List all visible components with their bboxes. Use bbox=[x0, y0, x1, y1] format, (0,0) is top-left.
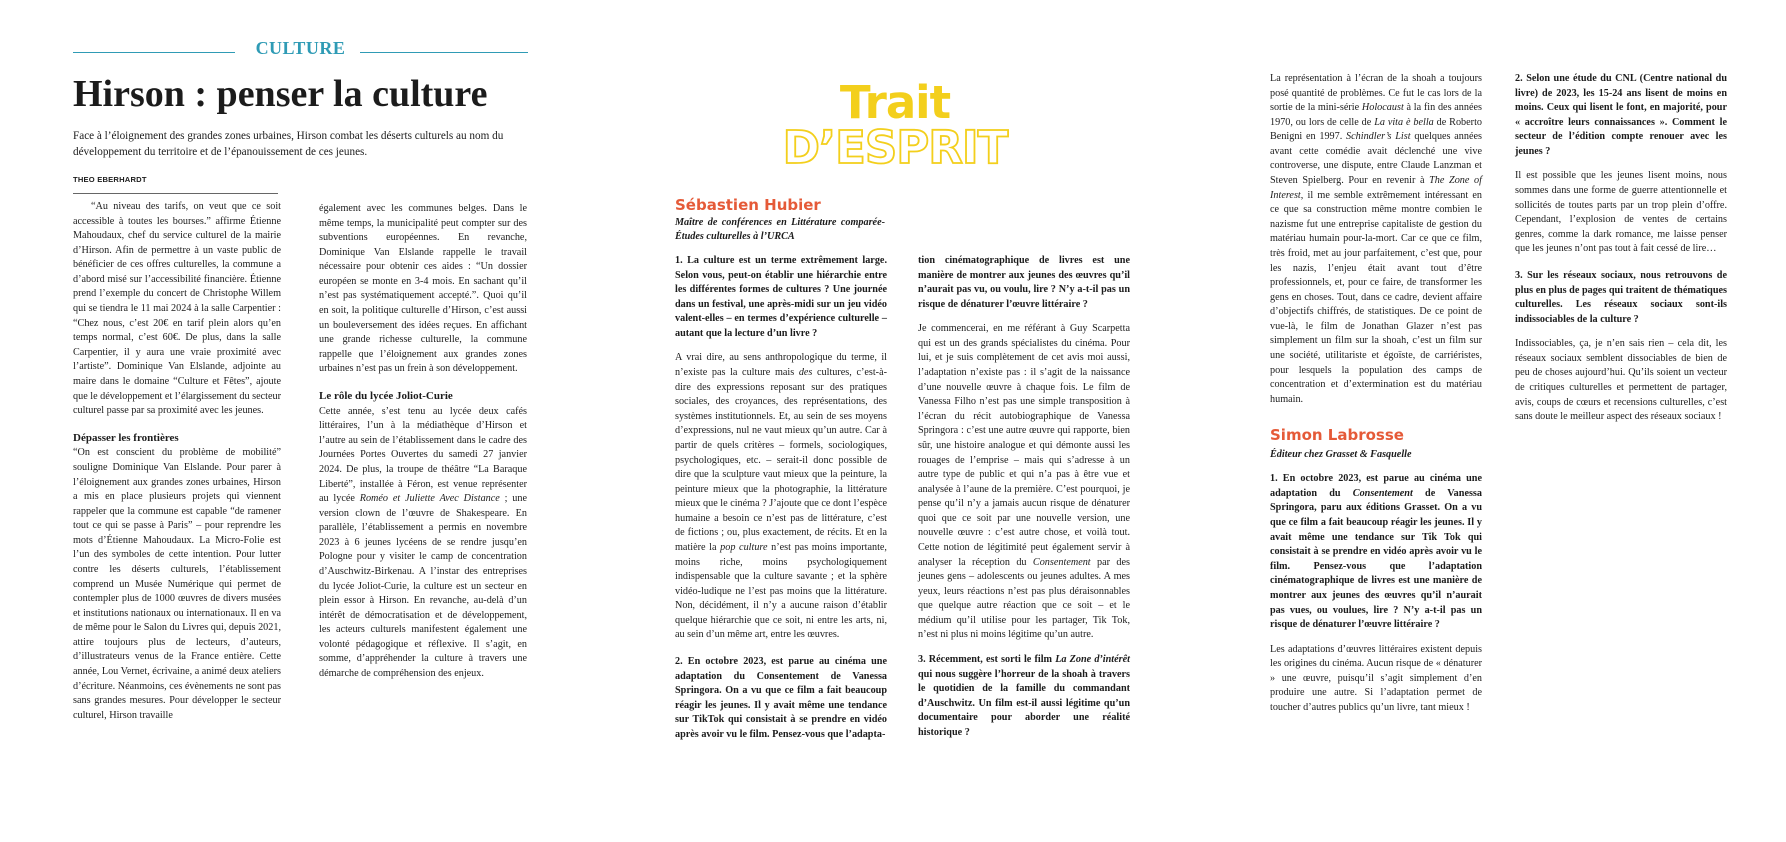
interviewee-role: Maître de conférences en Littérature comparée-Études culturelles à l’URCA bbox=[675, 217, 885, 242]
question-continued: tion cinématographique de livres est une manière de montrer aux jeunes des œuvres qu’il n’aurait pas vu, ou voulu, lire ? N’y a-t-il pas un risque de dénaturer l’œuvre littéraire ? bbox=[918, 255, 1130, 310]
rubric-rule-right bbox=[360, 52, 528, 53]
logo-line-2: D’ESPRIT bbox=[782, 121, 1008, 174]
paragraph: Cette année, s’est tenu au lycée deux cafés littéraires, l’un à la médiathèque d’Hirson et l’autre au sein de l’établissement dans le cadre des Journées Portes Ouvertes du samedi 27 janvier 2024. De plus, la troupe de théâtre “La Baraque Liberté”, installée à Féron, est venue représenter au lycée Roméo et Juliette Avec Distance ; une version clown de l’œuvre de Shakespeare. En parallèle, l’établissement a permis en novembre 2023 à 6 jeunes lycéens de se rendre jusqu’en Pologne pour y visiter le camp de concentration d’Auschwitz-Birkenau. A l’instar des entreprises du lycée Joliot-Curie, la culture est un secteur en plein essor à Hirson. En revanche, au-delà d’un intérêt de démocratisation et de développement, les acteurs culturels manifestent également une volonté pédagogique et réflexive. Il s’agit, en somme, d’appréhender la culture à travers une démarche de compréhension des enjeux. bbox=[319, 405, 527, 680]
section-heading: Dépasser les frontières bbox=[73, 431, 179, 444]
answer: La représentation à l’écran de la shoah a toujours posé quantité de problèmes. Ce fut le cas lors de la sortie de la mini-série Holocaust à la fin des années 1970, ou lors de celle de La vita è bella de Roberto Benigni en 1997. Schindler’s List quelques années avant cette comédie avait déclenché une vive controverse, une dispute, entre Claude Lanzman et Steven Spielberg. Pour en revenir à The Zone of Interest, il me semble extrêmement intéressant en ce que sa construction même montre combien le nazisme fut une entreprise capitaliste de gestion du matériau humain pour-la-mort. Car ce que ce film, très froid, met au jour parfaitement, c’est que, pour les nazis, l’enjeu était avant tout d’être professionnels, et, pour ce faire, de transformer les gens en choses. Tout, dans ce cadre, devient affaire d’objectifs chiffrés, de statistiques. De ce point de vue-là, le film de Jonathan Glazer n’est pas simplement un film sur la shoah, c’est un film sur une société, utilitariste et égoïste, de carriéristes, pour lesquels la population des camps de concentration et d’extermination est du matériau humain. bbox=[1270, 73, 1482, 405]
article-column-2 bbox=[319, 202, 527, 682]
answer: A vrai dire, au sens anthropologique du terme, il n’existe pas la culture mais des cultures, c’est-à-dire des expressions reposant sur des pratiques sociales, des croyances, des représentations, des systèmes institutionnels. Et, au sein de ses moyens d’expressions, nul ne vaut mieux qu’un autre. Car à partir de quels critères – formels, sociologiques, psychologiques, etc. – serait-il donc possible de dire que la sculpture vaut mieux que la peinture, la peinture mieux que la photographie, la littérature mieux que le cinéma ? J’ajoute que ce dont l’espèce humaine a besoin ce n’est pas de littérature, c’est de fictions ; ou, plus exactement, de récits. Et en la matière la pop culture n’est pas moins importante, moins riche, moins psychologiquement indispensable que la culture savante ; et la sphère vidéo-ludique ne l’est pas moins que la littérature. Non, décidément, il n’y a aucune raison d’établir quelque hiérarchie que ce soit, ni entre les arts, ni, au sein d’un même art, entre les œuvres. bbox=[675, 352, 887, 641]
rubric-header bbox=[73, 38, 528, 62]
interviewee-name: Simon Labrosse bbox=[1270, 426, 1404, 445]
interview-column-3 bbox=[1270, 72, 1482, 716]
interview-column-4 bbox=[1515, 72, 1727, 425]
answer: Je commencerai, en me référant à Guy Scarpetta qui est un des grands spécialistes du cinéma. Pour lui, et je suis complètement de cet avis moi aussi, l’adaptation n’existe pas : il s’agit de la naissance d’une nouvelle œuvre à chaque fois. Le film de Vanessa Filho n’est pas une simple transposition à l’écran du récit autobiographique de Vanessa Springora : c’est une autre œuvre qui rapporte, bien sûr, une histoire analogue et qui démonte aussi les rouages de l’emprise – mais qui s’adresse à un autre type de public et qui n’a pas à être vue et analysée à l’aune de la première. C’est pourquoi, je pense qu’il n’y a jamais aucun risque de dénaturer quoi que ce soit par une nouvelle version, une nouvelle œuvre : c’est autre chose, et voilà tout. Cette notion de légitimité peut également servir à analyser la réception du Consentement par des jeunes gens – adolescents ou jeunes adultes. A mes yeux, leurs réactions n’est pas plus déraisonnables que quelque autre réaction que ce soit – et le médium qu’il utilise pour les partager, Tik Tok, n’est ni plus ni moins légitime qu’un autre. bbox=[918, 323, 1130, 641]
interview-page-right bbox=[1190, 0, 1786, 842]
logo-line-1: Trait bbox=[839, 76, 951, 129]
answer: Il est possible que les jeunes lisent moins, nous sommes dans une forme de guerre attentionnelle et sollicités de toutes parts par un trop plein d’offre. Cependant, l’explosion de ventes de certains genres, comme la dark romance, me laisse penser que les jeunes n’ont pas tout à fait cessé de lire… bbox=[1515, 170, 1727, 255]
question: 2. En octobre 2023, est parue au cinéma une adaptation du Consentement de Vanessa Springora. On a vu que ce film a fait beaucoup réagir les jeunes. Il y avait même une tendance sur TikTok qui consistait à se prendre en vidéo après avoir vu le film. Pensez-vous que l’adapta- bbox=[675, 656, 887, 740]
answer: Indissociables, ça, je n’en sais rien – cela dit, les réseaux sociaux semblent dissociables de bien de peu de choses aujourd’hui. Qu’ils soient un vecteur de critiques culturelles et permettent de partager, avis, coups de cœurs et recensions culturelles, c’est sans doute le meilleur aspect des réseaux sociaux ! bbox=[1515, 338, 1727, 423]
paragraph: “On est conscient du problème de mobilité” souligne Dominique Van Elslande. Pour parer à l’éloignement aux grandes zones urbaines, Hirson a mis en place plusieurs projets qui viennent rappeler que la commune est capable “de ramener tout ce qui se passe à Paris” – pour reprendre les mots d’Étienne Mahoudaux. La Micro-Folie est l’un des symboles de cette intention. Pour lutter contre les déserts culturels, l’établissement comprend un Musée Numérique qui permet de contempler plus de 1000 œuvres de divers musées et institutions nationaux ou internationaux. Il en va de même pour le Salon du Livres qui, depuis 2021, attire toujours plus de lecteurs, d’auteurs, d’illustrateurs venus de la France entière. Cette année, Lou Vernet, écrivaine, a animé deux ateliers d’écriture. Néanmoins, ces évènements ne sont pas sans grandes mesures. Pour développer le secteur culturel, Hirson travaille bbox=[73, 447, 281, 721]
article-page-left bbox=[0, 0, 595, 842]
section-heading: Le rôle du lycée Joliot-Curie bbox=[319, 389, 453, 402]
byline-divider bbox=[73, 193, 278, 194]
answer: Les adaptations d’œuvres littéraires existent depuis les origines du cinéma. Aucun risque de « dénaturer » une œuvre, puisqu’il s’agit simplement d’en produire une autre. Si l’adaptation permet de toucher d’autres publics qu’un livre, tant mieux ! bbox=[1270, 643, 1482, 713]
trait-d-esprit-logo bbox=[755, 76, 1035, 174]
question: 1. La culture est un terme extrêmement large. Selon vous, peut-on établir une hiérarchie entre les différentes formes de cultures ? Une journée dans un festival, une après-midi sur un jeu vidéo valent-elles – en termes d’expérience culturelle – autant que la lecture d’un livre ? bbox=[675, 255, 887, 339]
rubric-label: CULTURE bbox=[255, 38, 346, 58]
article-standfirst: Face à l’éloignement des grandes zones urbaines, Hirson combat les déserts culturels au nom du développement du territoire et de l’épanouissement de ces jeunes. bbox=[73, 130, 504, 159]
article-byline: THEO EBERHARDT bbox=[73, 175, 147, 184]
question: 3. Récemment, est sorti le film La Zone d’intérêt qui nous suggère l’horreur de la shoah à travers le quotidien de la famille du commandant d’Auschwitz. Un film est-il aussi légitime qu’un documentaire pour aborder une réalité historique ? bbox=[918, 654, 1130, 738]
interviewee-name: Sébastien Hubier bbox=[675, 196, 821, 214]
question: 2. Selon une étude du CNL (Centre national du livre) de 2023, les 15-24 ans lisent de moins en moins. Ceux qui lisent le font, en majorité, pour « accroître leurs connaissances ». Comment le secteur de l’édition compte renouer avec les jeunes ? bbox=[1515, 73, 1727, 157]
question: 3. Sur les réseaux sociaux, nous retrouvons de plus en plus de pages qui traitent de thématiques culturelles. Les réseaux sociaux sont-ils indissociables de la culture ? bbox=[1515, 269, 1727, 325]
question: 1. En octobre 2023, est parue au cinéma une adaptation du Consentement de Vanessa Springora, paru aux éditions Grasset. On a vu que ce film a fait beaucoup réagir les jeunes. Il y avait même une tendance sur Tik Tok qui consistait à se prendre en vidéo après avoir vu le film. Pensez-vous que l’adaptation cinématographique de livres est une manière de montrer aux jeunes des œuvres qu’il n’aurait pas vues, ou voulues, lire ? N’y a-t-il pas un risque de dénaturer l’œuvre littéraire ? bbox=[1270, 473, 1482, 631]
paragraph: “Au niveau des tarifs, on veut que ce soit accessible à toutes les bourses.” affirme Étienne Mahoudaux, chef du service culturel de la mairie d’Hirson. Afin de permettre à un vaste public de bénéficier de ces offres culturelles, la commune a d’abord misé sur l’accessibilité financière. Étienne prend l’exemple du concert de Christophe Willem qui se tiendra le 11 mai 2024 à la salle Carpentier : “Chez nous, c’est 20€ en tarif plein alors qu’en temps normal, c’est 60€. De plus, dans la salle Carpentier, il y aura une vraie proximité avec l’artiste”. Dominique Van Elslande, adjointe au maire dans le domaine “Culture et Fêtes”, ajoute que le développement et l’élargissement du secteur culturel passe par sa proximité avec les jeunes. bbox=[73, 201, 282, 417]
interviewee-role: Éditeur chez Grasset & Fasquelle bbox=[1270, 448, 1412, 460]
article-column-1 bbox=[73, 200, 281, 723]
interview-page-middle bbox=[595, 0, 1190, 842]
paragraph: également avec les communes belges. Dans le même temps, la municipalité peut compter sur des subventions européennes. En revanche, Dominique Van Elslande rappelle le travail nécessaire pour obtenir ces aides : “Un dossier européen se monte en 3-4 mois. En sachant qu’il n’est pas systématiquement accepté.”. Quoi qu’il en soit, la politique culturelle d’Hirson, c’est aussi un bouleversement des idées reçues. En affichant une grande richesse culturelle, la commune rappelle que l’éloignement aux grandes zones urbaines n’est pas un frein à son développement. bbox=[319, 203, 527, 375]
article-headline: Hirson : penser la culture bbox=[73, 73, 488, 115]
interview-column-1 bbox=[675, 254, 887, 743]
interview-column-2 bbox=[918, 254, 1130, 741]
